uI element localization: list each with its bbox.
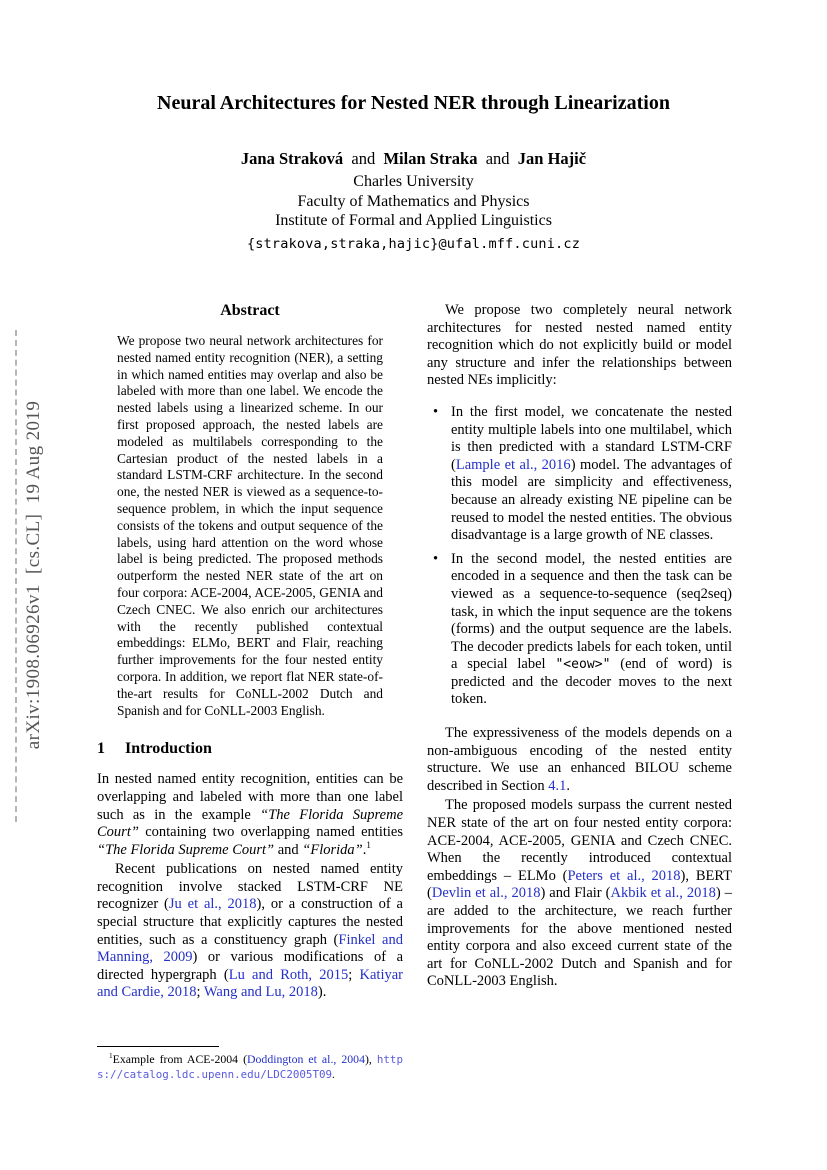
text-segment: ) – are added to the architecture, we reach further improvements for the above mentioned nested entity corpora and also exceed current state of the art for CoNLL-2002 Dutch and Spanish and for CoNLL-2003 English. [427, 885, 732, 990]
citation-link[interactable]: Doddington et al., 2004 [247, 1052, 365, 1066]
paper-header [0, 92, 827, 252]
text-segment: We propose two completely neural network architectures for nested nested named entity recognition which do not explicitly build or model any structure and infer the relationships between nested NEs implicitly: [427, 302, 732, 389]
footnote-ref[interactable]: 1 [366, 839, 371, 850]
section-number: 1 [97, 740, 105, 758]
text-segment: and [477, 149, 518, 168]
text-segment: containing two overlapping named entities [138, 824, 403, 841]
bullet-item-text [451, 551, 732, 709]
citation-link[interactable]: Finkel and Manning, 2009 [97, 931, 403, 966]
citation-link[interactable]: Akbik et al., 2018 [610, 885, 716, 902]
italic-text: “The Florida Supreme Court” [97, 841, 275, 858]
right-paragraph-2 [427, 725, 732, 795]
bullet-icon: • [433, 550, 439, 567]
italic-text: “The Florida Supreme Court” [97, 806, 404, 841]
author-name: Jana Straková [240, 149, 344, 168]
italic-text: “Florida” [302, 841, 363, 858]
url-link[interactable]: https://catalog.ldc.upenn.edu/LDC2005T09 [97, 1053, 403, 1081]
text-segment: and [343, 149, 384, 168]
text-segment: . [566, 777, 570, 794]
abstract-text: We propose two neural network architectures for nested named entity recognition (NER), a setting in which named entities may overlap and also be labeled with more than one label. We encode the nested labels using a linearized scheme. In our first proposed approach, the nested labels are modeled as multilabels corresponding to the Cartesian product of the nested labels in a standard LSTM-CRF architecture. In the second one, the nested NER is viewed as a sequence-to-sequence problem, in which the input sequence consists of the tokens and output sequence of the labels, using hard attention on the word whose label is being predicted. The proposed methods outperform the nested NER state of the art on four corpora: ACE-2004, ACE-2005, GENIA and Czech CNEC. We also enrich our architectures with the recently published contextual embeddings: ELMo, BERT and Flair, reaching further improvements for the four nested entity corpora. In addition, we report flat NER state-of-the-art results for CoNLL-2002 Dutch and Spanish and for CoNLL-2003 English. [117, 333, 383, 718]
authors-line [0, 149, 827, 169]
text-segment: In the first model, we concatenate the nested entity multiple labels into one multilabel, which is then predicted with a standard LSTM-CRF ( [451, 403, 732, 473]
citation-link[interactable]: Lample et al., 2016 [455, 456, 571, 473]
arxiv-stamp-dashed-line [15, 330, 17, 822]
citation-link[interactable]: Peters et al., 2018 [567, 867, 681, 884]
text-segment: ) and Flair ( [540, 885, 611, 902]
citation-link[interactable]: 4.1 [548, 777, 567, 794]
text-segment: Recent publications on nested named entity recognition involve stacked LSTM-CRF NE recognizer ( [97, 861, 403, 913]
text-segment: In the second model, the nested entities are encoded in a sequence and then the task can be viewed as a sequence-to-sequence (seq2seq) task, in which the input sequence are the tokens (forms) and the output sequence are the labels. The decoder predicts labels for each token, until a special label [451, 550, 732, 673]
footnote-marker: 1 [109, 1051, 113, 1061]
author-emails: {strakova,straka,hajic}@ufal.mff.cuni.cz [246, 235, 581, 252]
citation-link[interactable]: Ju et al., 2018 [168, 896, 257, 913]
text-segment: ) or various modifications of a directed hypergraph ( [97, 949, 404, 983]
list-item [433, 551, 732, 709]
right-paragraph-1 [427, 302, 732, 390]
citation-link[interactable]: Lu and Roth, 2015 [228, 966, 349, 983]
author-name: Milan Straka [383, 149, 478, 168]
affiliation-line: Institute of Formal and Applied Linguistics [275, 212, 552, 229]
citation-link[interactable]: Devlin et al., 2018 [431, 885, 541, 902]
bullet-icon: • [433, 403, 439, 420]
text-segment: The expressiveness of the models depends on a non-ambiguous encoding of the nested entity structure. We use an enhanced BILOU scheme described in Section [427, 725, 732, 794]
left-column [97, 302, 403, 1082]
affiliation-block [0, 172, 827, 231]
text-segment: ) model. The advantages of this model are simplicity and effectiveness, because an already existing NE pipeline can be reused to model the nested entities. The obvious disadvantage is a large growth of NE classes. [451, 456, 732, 544]
bullet-list [433, 404, 732, 709]
footnote-rule [97, 1046, 219, 1047]
citation-link[interactable]: Wang and Lu, 2018 [203, 984, 318, 1001]
text-segment: The proposed models surpass the current nested NER state of the art on four nested entity corpora: ACE-2004, ACE-2005, GENIA and Czech CNEC. When the recently introduced contextual embeddings – ELMo ( [427, 797, 732, 884]
text-segment: ; [348, 966, 360, 983]
citation-link[interactable]: Katiyar and Cardie, 2018 [97, 966, 403, 1001]
code-text: "<eow>" [555, 657, 611, 673]
text-segment: . [332, 1067, 335, 1081]
text-segment: ), BERT ( [427, 867, 733, 902]
intro-paragraph-2 [97, 861, 403, 1002]
section-title: Introduction [125, 740, 212, 758]
intro-paragraph-1 [97, 771, 403, 859]
list-item [433, 404, 732, 545]
abstract-heading: Abstract [220, 302, 280, 319]
text-segment: ). [317, 984, 327, 1001]
text-segment: ), or a construction of a special structure that explicitly captures the nested entities, such as a constituency graph ( [97, 896, 403, 948]
text-segment: Example from ACE-2004 ( [112, 1052, 247, 1066]
section-heading-introduction [97, 740, 403, 758]
text-segment: and [274, 841, 303, 858]
text-segment: ; [196, 984, 204, 1001]
affiliation-line: Faculty of Mathematics and Physics [297, 192, 530, 210]
affiliation-line: Charles University [353, 173, 474, 190]
bullet-item-text [451, 404, 732, 545]
paper-title: Neural Architectures for Nested NER through Linearization [157, 92, 670, 114]
author-name: Jan Hajič [517, 149, 587, 168]
arxiv-watermark: arXiv:1908.06926v1 [cs.CL] 19 Aug 2019 [23, 400, 44, 750]
text-segment: . [362, 841, 367, 858]
right-column [427, 302, 732, 991]
text-segment: (end of word) is predicted and the decoder moves to the next token. [451, 656, 732, 708]
text-segment: ), [364, 1052, 377, 1066]
right-paragraph-3 [427, 797, 732, 991]
text-segment: In nested named entity recognition, entities can be overlapping and labeled with more than one label such as in the example [97, 771, 403, 823]
footnote-text [97, 1052, 403, 1082]
footnote-block [97, 1046, 403, 1082]
